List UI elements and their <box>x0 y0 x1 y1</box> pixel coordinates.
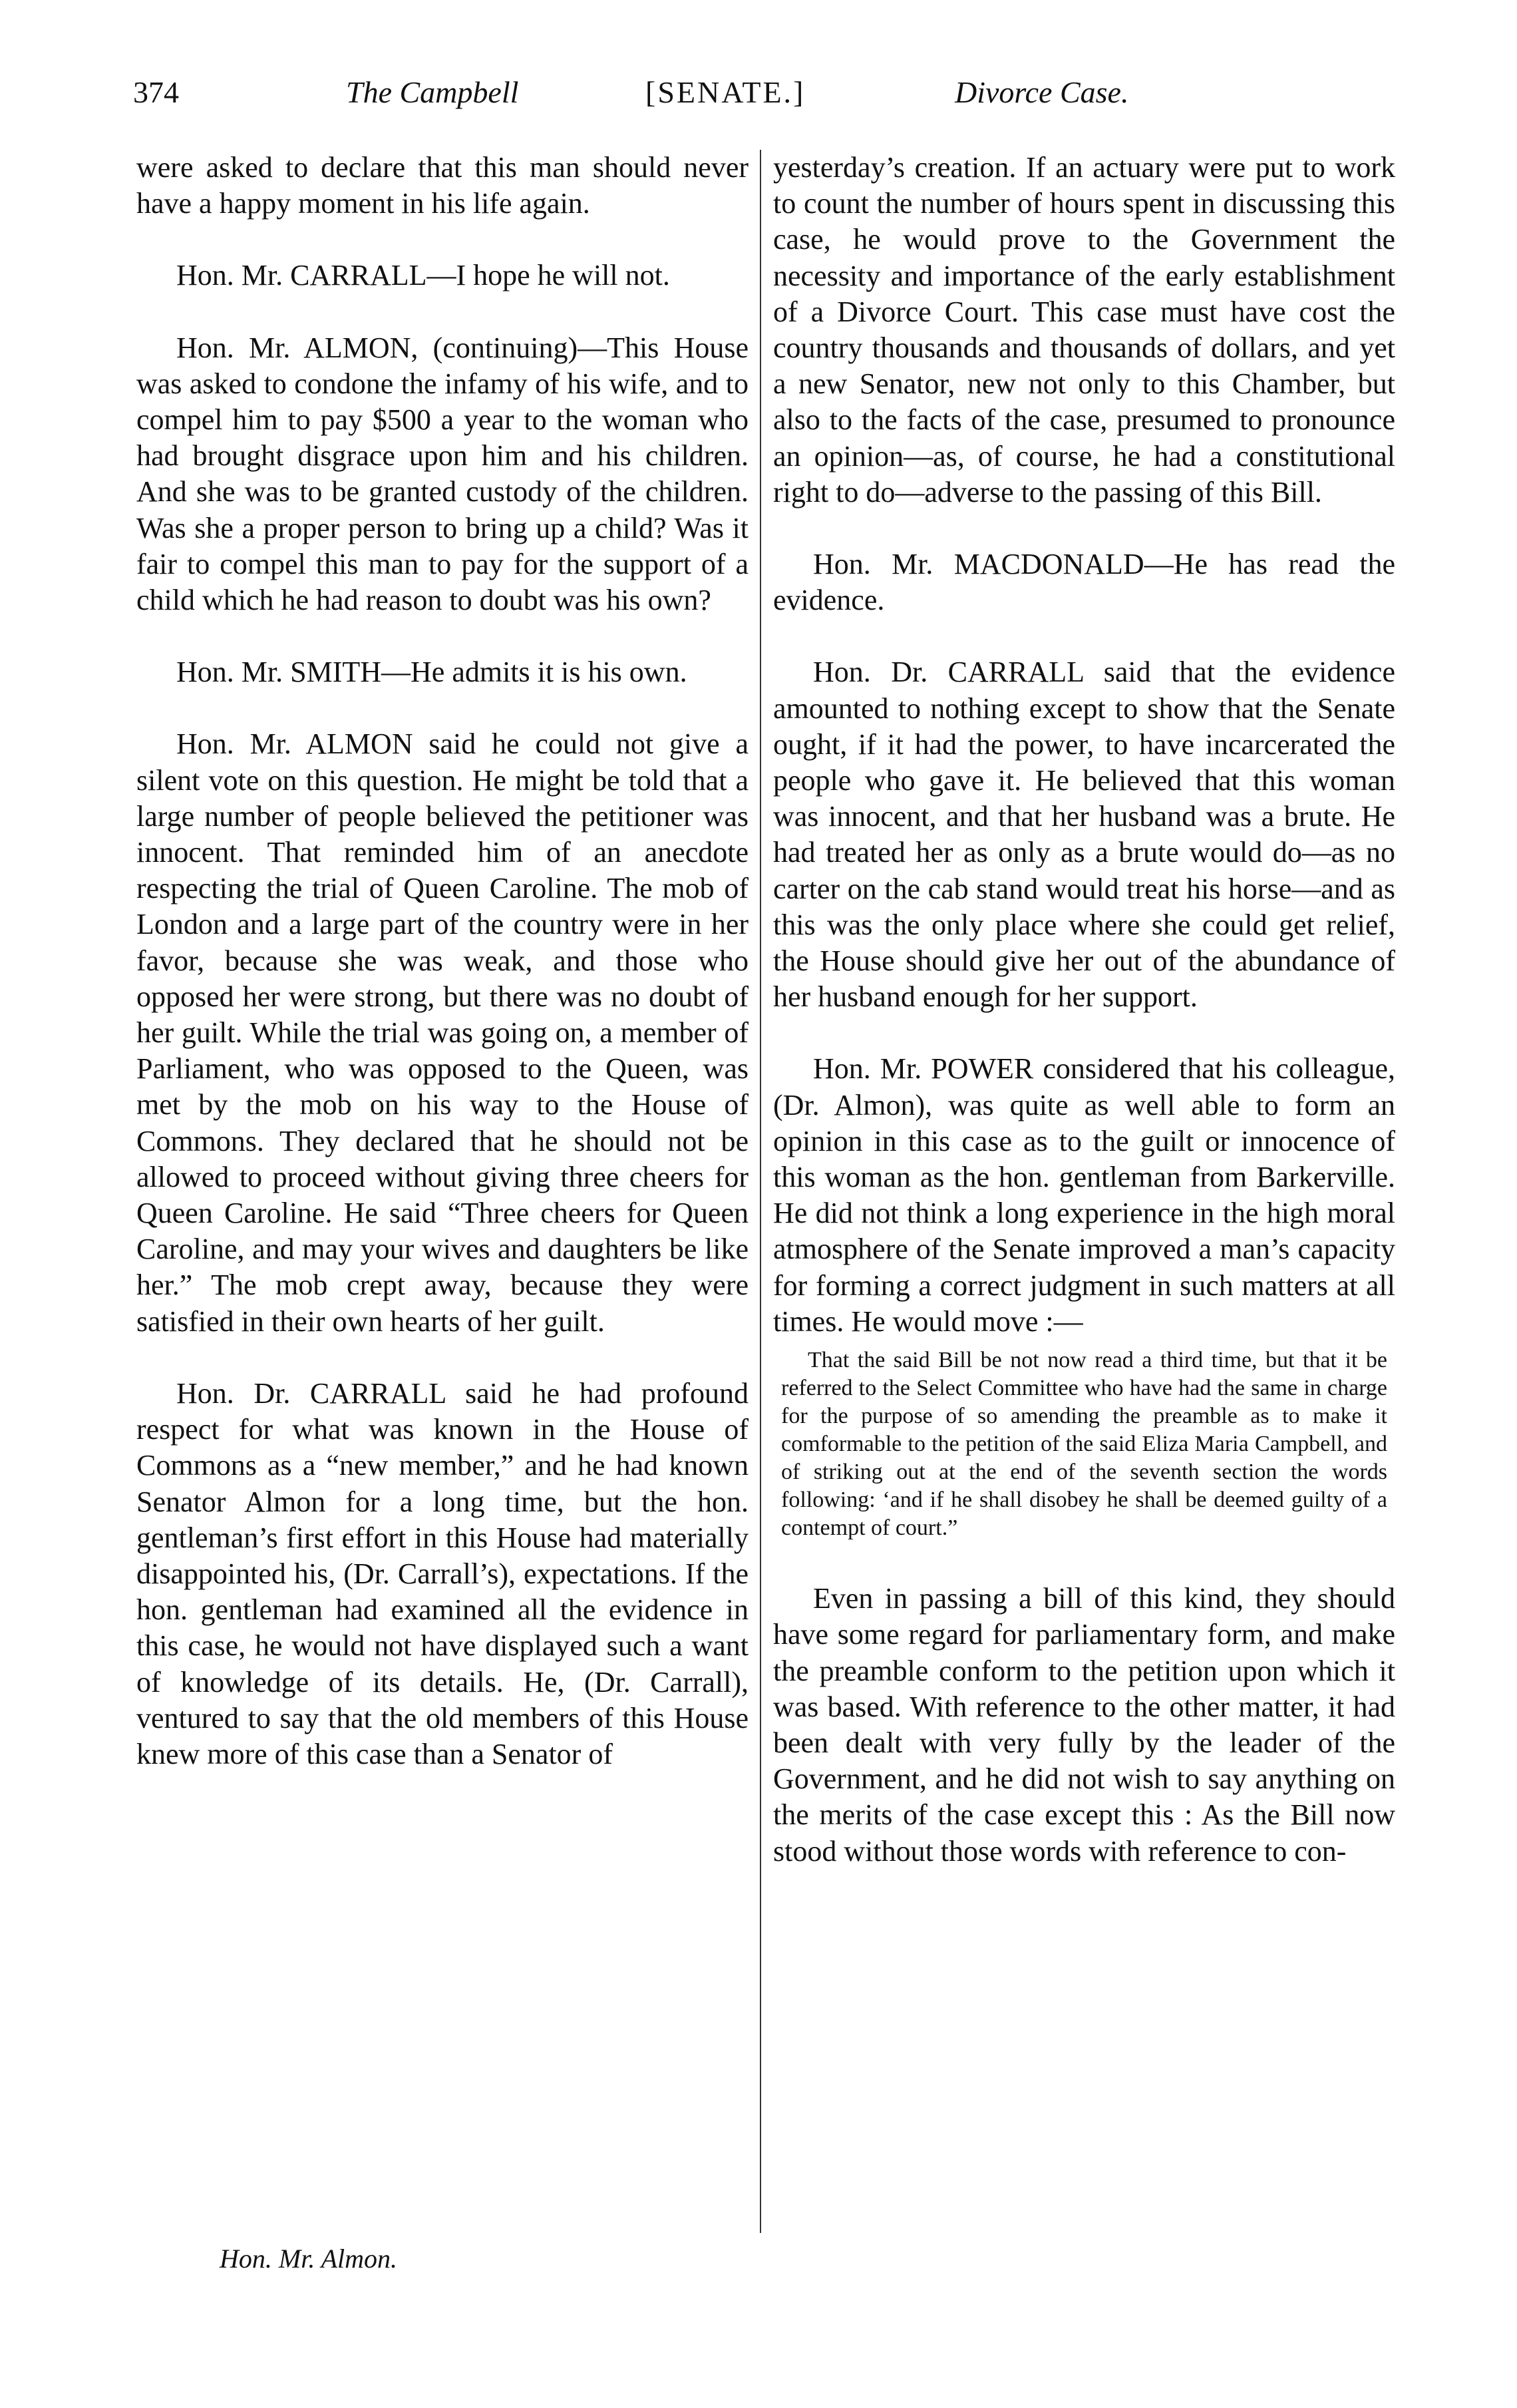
header-case-type: Divorce Case. <box>955 75 1129 109</box>
paragraph-continuation: were asked to declare that this man should never have a happy moment in his life again. <box>136 151 749 220</box>
catchword-footer: Hon. Mr. Almon. <box>220 2244 398 2274</box>
running-header <box>133 75 1384 134</box>
paragraph-power-motion-intro: Hon. Mr. POWER considered that his colleague, (Dr. Almon), was quite as well able to form an opinion in this case as to the guilt or innocence of this woman as the hon. gentleman from Barkerville. He did not think a long experience in the high moral atmosphere of the Senate improved a man’s capacity for forming a correct judgment in such matters at all times. He would move :— <box>773 1052 1395 1338</box>
paragraph-macdonald-interjection: Hon. Mr. MACDONALD—He has read the evidence. <box>773 548 1395 617</box>
left-column <box>136 150 749 1808</box>
paragraph-carrall-continued: yesterday’s creation. If an actuary were put to work to count the number of hours spent in discussing this case, he would prove to the Government the necessity and importance of the early establishment of a Divorce Court. This case must have cost the country thousands and thousands of dollars, and yet a new Senator, new not only to this Chamber, but also to the facts of the case, presumed to pronounce an opinion—as, of course, he had a constitutional right to do—adverse to the passing of this Bill. <box>773 151 1395 508</box>
paragraph-carrall-interjection: Hon. Mr. CARRALL—I hope he will not. <box>176 259 670 292</box>
paragraph-power-continued: Even in passing a bill of this kind, they should have some regard for parliamentary form, and make the preamble conform to the petition upon which it was based. With reference to the other matter, it had been dealt with very fully by the leader of the Government, and he did not wish to say anything on the merits of the case except this : As the Bill now stood without those words with reference to con- <box>773 1582 1395 1868</box>
header-chamber: [SENATE.] <box>645 75 806 109</box>
paragraph-carrall-reply: Hon. Dr. CARRALL said he had profound respect for what was known in the House of Commons as a “new member,” and he had known Senator Almon for a long time, but the hon. gentleman’s first effort in this House had materially disappointed his, (Dr. Carrall’s), expectations. If the hon. gentleman had examined all the evidence in this case, he would not have displayed such a want of knowledge of its details. He, (Dr. Carrall), ventured to say that the old members of this House knew more of this case than a Senator of <box>136 1376 749 1770</box>
header-case-title: The Campbell <box>346 75 519 109</box>
paragraph-almon-continuing: Hon. Mr. ALMON, (continuing)—This House was asked to condone the infamy of his wife, and to compel him to pay $500 a year to the woman who had brought disgrace upon him and his children. And she was to be granted custody of the children. Was she a proper person to bring up a child? Was it fair to compel this man to pay for the support of a child which he had reason to doubt was his own? <box>136 331 749 617</box>
paragraph-almon-anecdote: Hon. Mr. ALMON said he could not give a silent vote on this question. He might be told that a large number of people believed the petitioner was innocent. That reminded him of an anecdote respecting the trial of Queen Caroline. The mob of London and a large part of the country were in her favor, because she was weak, and those who opposed her were strong, but there was no doubt of her guilt. While the trial was going on, a member of Parliament, who was opposed to the Queen, was met by the mob on his way to the House of Commons. They declared that he should not be allowed to proceed without giving three cheers for Queen Caroline. He said “Three cheers for Queen Caroline, and may your wives and daughters be like her.” The mob crept away, because they were satisfied in their own hearts of her guilt. <box>136 727 749 1338</box>
motion-text: That the said Bill be not now read a third time, but that it be referred to the Select Committee who have had the same in charge for the purpose of so amending the preamble as to make it comformable to the petition of the said Eliza Maria Campbell, and of striking out at the end of the seventh section the words following: ‘and if he shall disobey he shall be deemed guilty of a contempt of court.” <box>781 1348 1387 1541</box>
column-divider <box>760 150 761 2233</box>
paragraph-carrall-evidence: Hon. Dr. CARRALL said that the evidence amounted to nothing except to show that the Senate ought, if it had the power, to have incarcerated the people who gave it. He believed that this woman was innocent, and that her husband was a brute. He had treated her as only as a brute would do—as no carter on the cab stand would treat his horse—and as this was the only place where she could get relief, the House should give her out of the abundance of her husband enough for her support. <box>773 656 1395 1014</box>
paragraph-smith-interjection: Hon. Mr. SMITH—He admits it is his own. <box>176 656 687 689</box>
right-column <box>773 150 1395 1906</box>
page-number: 374 <box>133 75 179 109</box>
